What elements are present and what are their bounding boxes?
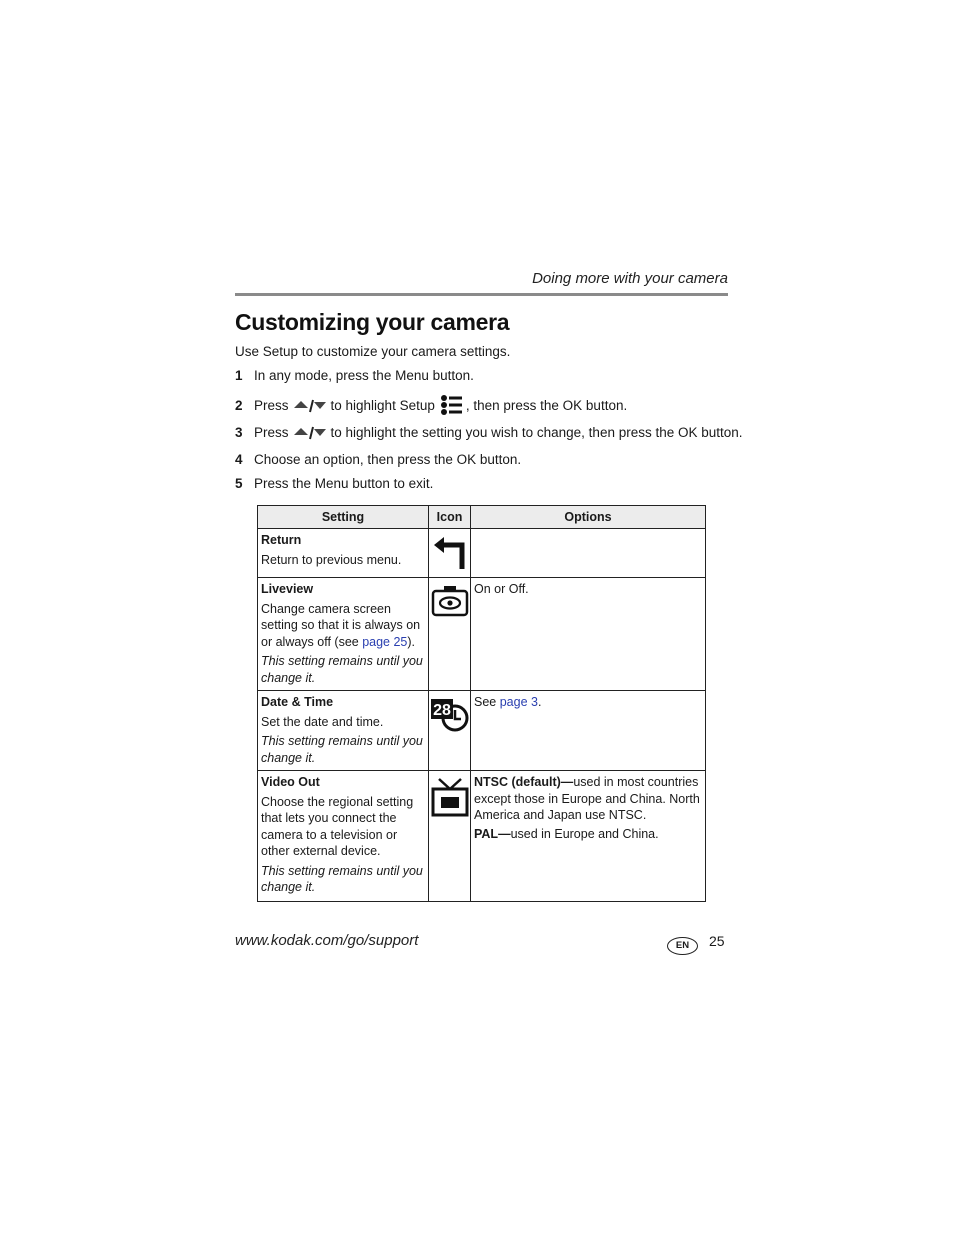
setting-description: Return to previous menu. xyxy=(261,552,402,567)
setting-name: Video Out xyxy=(261,775,320,789)
icon-cell xyxy=(429,771,471,902)
step-number: 5 xyxy=(235,476,243,491)
step-number: 3 xyxy=(235,424,243,440)
step-5 xyxy=(235,476,433,491)
television-icon xyxy=(431,777,469,817)
icon-cell xyxy=(429,578,471,691)
setting-note: This setting remains until you change it. xyxy=(261,863,423,894)
step-text-post: to highlight the setting you wish to change, then press the OK button. xyxy=(330,424,743,440)
page-title: Customizing your camera xyxy=(235,309,510,335)
up-down-arrow-icon xyxy=(293,424,327,440)
setup-menu-icon xyxy=(440,394,464,416)
table-row-video-out xyxy=(258,771,706,902)
step-text: In any mode, press the Menu button. xyxy=(254,368,474,383)
return-arrow-icon xyxy=(432,535,468,571)
step-text-post: , then press the OK button. xyxy=(465,397,628,413)
step-4 xyxy=(235,452,521,467)
language-badge: EN xyxy=(667,937,698,955)
step-text: Choose an option, then press the OK button. xyxy=(254,452,522,467)
table-header-row xyxy=(258,506,706,529)
setting-note: This setting remains until you change it. xyxy=(261,734,423,765)
setting-cell xyxy=(258,529,429,578)
section-title: Doing more with your camera xyxy=(532,270,728,287)
options-cell: On or Off. xyxy=(471,578,706,691)
options-cell xyxy=(471,529,706,578)
liveview-camera-eye-icon xyxy=(431,584,469,618)
options-cell xyxy=(471,771,706,902)
step-2 xyxy=(235,394,627,416)
header-divider xyxy=(235,293,728,296)
page-number: 25 xyxy=(709,933,725,949)
step-1 xyxy=(235,368,474,383)
column-header-options: Options xyxy=(471,506,706,529)
setting-cell xyxy=(258,771,429,902)
intro-text: Use Setup to customize your camera settings. xyxy=(235,344,511,359)
step-text: Press the Menu button to exit. xyxy=(254,476,434,491)
setting-note: This setting remains until you change it. xyxy=(261,654,423,685)
setting-cell xyxy=(258,691,429,771)
option-ntsc: NTSC (default)—used in most countries except those in Europe and China. North America and Japan use NTSC. xyxy=(474,775,700,822)
page-link[interactable]: page 25 xyxy=(362,634,408,649)
page-link[interactable]: page 3 xyxy=(499,695,538,709)
step-3 xyxy=(235,424,743,440)
up-down-arrow-icon xyxy=(293,397,327,413)
step-text-pre: Press xyxy=(254,397,289,413)
option-pal: PAL—used in Europe and China. xyxy=(474,826,659,841)
svg-text:28: 28 xyxy=(432,702,451,719)
options-cell: See page 3. xyxy=(471,691,706,771)
step-number: 1 xyxy=(235,368,243,383)
setting-description: Change camera screen setting so that it is always on or always off (see page 25). xyxy=(261,601,421,649)
setting-description: Set the date and time. xyxy=(261,714,384,729)
step-text-mid: to highlight Setup xyxy=(330,397,435,413)
table-row-liveview xyxy=(258,578,706,691)
column-header-icon: Icon xyxy=(429,506,471,529)
step-number: 4 xyxy=(235,452,243,467)
step-text-pre: Press xyxy=(254,424,289,440)
table-row-return xyxy=(258,529,706,578)
setting-name: Date & Time xyxy=(261,695,334,709)
step-number: 2 xyxy=(235,397,243,413)
date-time-clock-icon xyxy=(430,697,470,733)
icon-cell xyxy=(429,691,471,771)
column-header-setting: Setting xyxy=(258,506,429,529)
settings-table xyxy=(257,505,706,902)
support-url[interactable]: www.kodak.com/go/support xyxy=(235,932,419,949)
table-row-date-time xyxy=(258,691,706,771)
icon-cell xyxy=(429,529,471,578)
setting-name: Return xyxy=(261,533,302,547)
setting-name: Liveview xyxy=(261,582,314,596)
setting-description: Choose the regional setting that lets you connect the camera to a television or other external device. xyxy=(261,794,414,858)
setting-cell xyxy=(258,578,429,691)
